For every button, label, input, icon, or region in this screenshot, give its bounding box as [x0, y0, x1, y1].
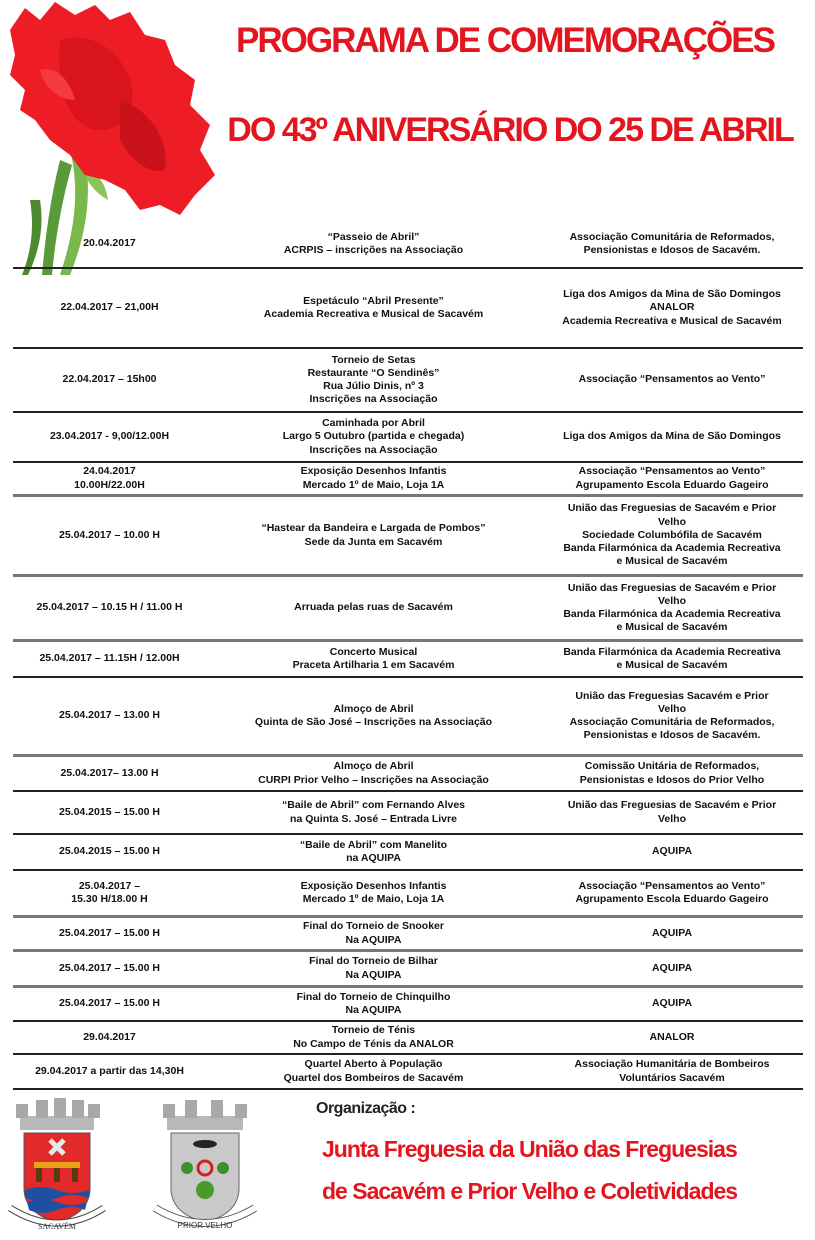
event-date-line: 22.04.2017 – 21,00H: [60, 301, 159, 314]
event-organizer-line: Velho: [657, 812, 686, 825]
event-description-line: “Passeio de Abril”: [327, 230, 420, 243]
event-date: [13, 997, 206, 1010]
event-organizer: [541, 927, 803, 940]
event-row: [13, 221, 803, 269]
event-description-line: Final do Torneio de Bilhar: [309, 955, 438, 968]
mural-crown-icon: [163, 1100, 247, 1130]
event-description: [206, 417, 541, 457]
event-date: [13, 1065, 206, 1078]
event-organizer: [541, 502, 803, 568]
event-description-line: Praceta Artilharia 1 em Sacavém: [292, 659, 455, 671]
event-description: [206, 799, 541, 825]
event-organizer: [541, 962, 803, 975]
event-organizer-line: Pensionistas e Idosos do Prior Velho: [579, 773, 765, 786]
event-organizer-line: e Musical de Sacavém: [616, 659, 728, 671]
event-row: [13, 577, 803, 642]
event-description-line: ACRPIS – inscrições na Associação: [283, 244, 464, 256]
event-description-line: “Hastear da Bandeira e Largada de Pombos”: [261, 522, 486, 535]
event-organizer-line: e Musical de Sacavém: [616, 621, 728, 634]
event-description: [206, 703, 541, 729]
event-date: [13, 373, 206, 386]
event-date-line: 25.04.2017 – 15.00 H: [58, 961, 160, 974]
crest-sacavem-label: SACAVÉM: [37, 1222, 77, 1231]
event-date-line: 25.04.2017 – 11.15H / 12.00H: [39, 652, 180, 665]
event-date: [13, 806, 206, 819]
event-row: [13, 463, 803, 497]
event-description-line: Na AQUIPA: [345, 968, 402, 981]
event-organizer-line: ANALOR: [649, 1030, 695, 1043]
event-organizer: [541, 373, 803, 386]
event-description-line: No Campo de Ténis da ANALOR: [293, 1037, 454, 1050]
event-organizer: [541, 845, 803, 858]
event-description: [206, 646, 541, 672]
event-description-line: Final do Torneio de Chinquilho: [296, 990, 451, 1003]
event-organizer-line: Associação “Pensamentos ao Vento”: [578, 373, 766, 386]
crest-prior-velho-label: PRIOR VELHO: [177, 1221, 233, 1230]
event-row: [13, 642, 803, 678]
event-row: [13, 413, 803, 463]
mural-crown-icon: [16, 1098, 100, 1130]
event-description-line: Sede da Junta em Sacavém: [304, 535, 443, 548]
event-description-line: Almoço de Abril: [333, 702, 414, 715]
event-description-line: Mercado 1º de Maio, Loja 1A: [302, 478, 445, 491]
event-date: [13, 430, 206, 443]
event-description: [206, 601, 541, 614]
event-organizer-line: AQUIPA: [651, 961, 693, 974]
event-row: [13, 757, 803, 792]
event-organizer: [541, 880, 803, 906]
event-row: [13, 988, 803, 1022]
event-organizer-line: Associação Humanitária de Bombeiros: [574, 1058, 770, 1071]
event-date: [13, 652, 206, 665]
event-organizer: [541, 646, 803, 672]
event-organizer: [541, 288, 803, 328]
event-organizer: [541, 1031, 803, 1044]
event-description-line: Restaurante “O Sendinês”: [307, 366, 440, 379]
event-description-line: Na AQUIPA: [345, 1004, 402, 1016]
event-description-line: Arruada pelas ruas de Sacavém: [294, 601, 453, 614]
event-description-line: Quartel dos Bombeiros de Sacavém: [283, 1071, 464, 1084]
event-organizer: [541, 582, 803, 635]
event-description: [206, 295, 541, 321]
event-organizer: [541, 465, 803, 491]
event-date-line: 25.04.2017 – 15.00 H: [58, 997, 160, 1010]
event-description: [206, 1058, 541, 1084]
event-date-line: 20.04.2017: [83, 237, 136, 250]
event-date: [13, 529, 206, 542]
event-description-line: Mercado 1º de Maio, Loja 1A: [302, 893, 445, 905]
event-date: [13, 845, 206, 858]
event-description: [206, 1024, 541, 1050]
event-date: [13, 465, 206, 491]
event-description: [206, 231, 541, 257]
event-description-line: Espetáculo “Abril Presente”: [303, 294, 444, 307]
event-description-line: na AQUIPA: [346, 852, 401, 864]
event-description-line: Exposição Desenhos Infantis: [300, 465, 447, 478]
event-date-line: 25.04.2017 – 10.00 H: [58, 528, 160, 541]
sacavem-coat-of-arms: [2, 1098, 112, 1233]
prior-velho-coat-of-arms: [145, 1098, 265, 1233]
event-description: [206, 920, 541, 946]
event-description: [206, 465, 541, 491]
page-title-line2: DO 43º ANIVERSÁRIO DO 25 DE ABRIL: [227, 111, 793, 149]
event-organizer: [541, 1058, 803, 1084]
event-date-line: 22.04.2017 – 15h00: [62, 373, 157, 386]
event-date-line: 24.04.2017: [83, 465, 136, 478]
event-description-line: CURPI Prior Velho – Inscrições na Associação: [258, 773, 489, 786]
event-date-line: 25.04.2017 –: [78, 879, 141, 892]
organization-name-line2: de Sacavém e Prior Velho e Coletividades: [322, 1178, 738, 1204]
event-description-line: Inscrições na Associação: [309, 393, 438, 406]
event-date: [13, 767, 206, 780]
event-row: [13, 349, 803, 413]
event-organizer-line: Associação “Pensamentos ao Vento”: [578, 465, 766, 478]
event-organizer-line: Associação “Pensamentos ao Vento”: [578, 879, 766, 892]
event-description-line: Rua Júlio Dinis, nº 3: [323, 380, 424, 392]
event-organizer-line: AQUIPA: [651, 997, 693, 1010]
event-organizer-line: Velho: [657, 515, 686, 528]
event-description-line: Torneio de Ténis: [331, 1024, 416, 1037]
event-organizer-line: Velho: [657, 702, 686, 715]
event-row: [13, 952, 803, 988]
event-description-line: Exposição Desenhos Infantis: [300, 879, 447, 892]
event-organizer-line: Banda Filarmónica da Academia Recreativa: [563, 645, 781, 658]
event-organizer: [541, 799, 803, 825]
event-organizer: [541, 430, 803, 443]
event-date-line: 25.04.2017 – 10.15 H / 11.00 H: [36, 601, 183, 614]
event-description-line: Final do Torneio de Snooker: [303, 920, 444, 933]
event-row: [13, 1055, 803, 1090]
event-date-line: 25.04.2015 – 15.00 H: [58, 845, 160, 858]
event-organizer: [541, 690, 803, 743]
event-description-line: Largo 5 Outubro (partida e chegada): [282, 430, 465, 443]
event-organizer-line: AQUIPA: [651, 845, 693, 858]
flower-petals: [10, 2, 215, 215]
event-row: [13, 918, 803, 952]
event-date: [13, 927, 206, 940]
event-description-line: Caminhada por Abril: [322, 417, 425, 430]
event-organizer-line: Academia Recreativa e Musical de Sacavém: [562, 314, 782, 327]
event-date-line: 25.04.2015 – 15.00 H: [58, 805, 160, 818]
event-row: [13, 792, 803, 835]
event-row: [13, 497, 803, 577]
event-organizer-line: União das Freguesias Sacavém e Prior: [575, 689, 769, 702]
event-organizer-line: Liga dos Amigos da Mina de São Domingos: [563, 430, 781, 443]
event-description-line: na Quinta S. José – Entrada Livre: [290, 812, 457, 825]
event-organizer-line: Liga dos Amigos da Mina de São Domingos: [563, 288, 781, 301]
event-organizer: [541, 760, 803, 786]
event-date-line: 29.04.2017 a partir das 14,30H: [35, 1064, 184, 1077]
event-date-line: 25.04.2017 – 13.00 H: [58, 709, 160, 722]
event-date: [13, 1031, 206, 1044]
event-description-line: Academia Recreativa e Musical de Sacavém: [263, 308, 484, 320]
event-organizer-line: e Musical de Sacavém: [616, 555, 728, 568]
event-organizer: [541, 231, 803, 257]
event-organizer-line: Agrupamento Escola Eduardo Gageiro: [575, 478, 769, 491]
event-row: [13, 269, 803, 349]
event-row: [13, 871, 803, 918]
event-date-line: 10.00H/22.00H: [74, 478, 145, 491]
event-description: [206, 760, 541, 786]
event-date: [13, 709, 206, 722]
event-organizer-line: Comissão Unitária de Reformados,: [584, 760, 760, 773]
event-description-line: “Baile de Abril” com Fernando Alves: [281, 799, 466, 812]
event-organizer-line: AQUIPA: [651, 926, 693, 939]
event-description-line: Quartel Aberto à População: [304, 1058, 443, 1071]
event-date-line: 23.04.2017 - 9,00/12.00H: [49, 430, 170, 443]
event-description-line: Almoço de Abril: [333, 760, 414, 773]
event-organizer-line: União das Freguesias de Sacavém e Prior: [567, 581, 777, 594]
event-organizer-line: Sociedade Columbófila de Sacavém: [582, 528, 762, 541]
event-organizer-line: União das Freguesias de Sacavém e Prior: [567, 502, 777, 515]
event-organizer-line: Pensionistas e Idosos de Sacavém.: [583, 729, 761, 742]
event-organizer-line: Banda Filarmónica da Academia Recreativa: [563, 542, 781, 555]
events-table: [13, 221, 803, 1090]
event-description: [206, 955, 541, 981]
event-description-line: Inscrições na Associação: [309, 443, 438, 456]
event-organizer-line: Banda Filarmónica da Academia Recreativa: [563, 608, 781, 620]
event-organizer-line: União das Freguesias de Sacavém e Prior: [567, 799, 777, 812]
event-organizer-line: Velho: [657, 594, 686, 607]
event-description: [206, 839, 541, 865]
event-date-line: 25.04.2017– 13.00 H: [60, 766, 159, 779]
event-description-line: Na AQUIPA: [345, 933, 402, 946]
event-date-line: 15.30 H/18.00 H: [71, 893, 148, 905]
event-description: [206, 522, 541, 548]
event-date: [13, 880, 206, 906]
event-organizer-line: Agrupamento Escola Eduardo Gageiro: [575, 893, 769, 905]
event-date: [13, 962, 206, 975]
event-row: [13, 678, 803, 757]
event-description-line: “Baile de Abril” com Manelito: [299, 838, 448, 851]
event-description: [206, 354, 541, 407]
event-description: [206, 880, 541, 906]
event-organizer-line: Voluntários Sacavém: [619, 1071, 725, 1084]
event-date: [13, 237, 206, 250]
event-organizer-line: Associação Comunitária de Reformados,: [569, 230, 775, 243]
event-date-line: 25.04.2017 – 15.00 H: [58, 926, 160, 939]
event-description: [206, 991, 541, 1017]
organization-label: Organização :: [316, 1100, 416, 1117]
event-organizer: [541, 997, 803, 1010]
event-date: [13, 301, 206, 314]
event-date-line: 29.04.2017: [83, 1030, 136, 1043]
event-description-line: Concerto Musical: [329, 645, 418, 658]
event-organizer-line: Associação Comunitária de Reformados,: [569, 716, 775, 728]
event-organizer-line: ANALOR: [649, 301, 695, 314]
organization-name-line1: Junta Freguesia da União das Freguesias: [322, 1136, 737, 1162]
event-organizer-line: Pensionistas e Idosos de Sacavém.: [583, 244, 761, 256]
event-description-line: Quinta de São José – Inscrições na Associação: [254, 716, 493, 728]
event-date: [13, 601, 206, 614]
event-row: [13, 835, 803, 871]
event-row: [13, 1022, 803, 1055]
event-description-line: Torneio de Setas: [331, 353, 416, 366]
page-title-line1: PROGRAMA DE COMEMORAÇÕES: [236, 21, 774, 60]
